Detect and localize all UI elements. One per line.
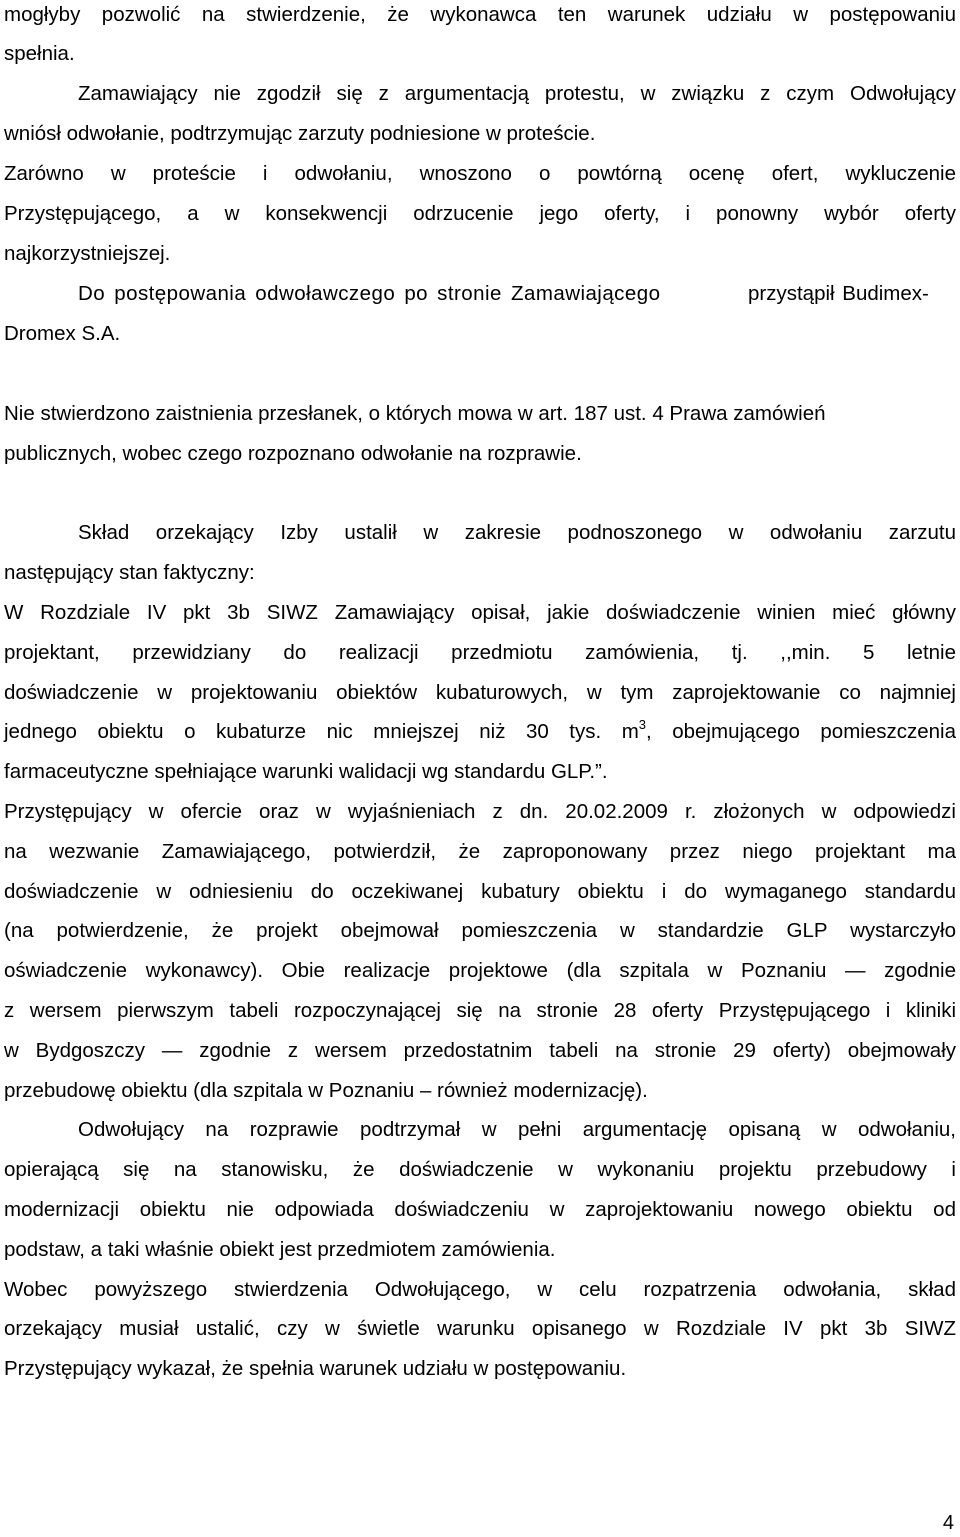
text-line: Zamawiający nie zgodził się z argumentacją protestu, w związku z czym Odwołujący xyxy=(78,82,956,105)
text-line: Odwołujący na rozprawie podtrzymał w pełni argumentację opisaną w odwołaniu, xyxy=(78,1118,956,1141)
text-line: na wezwanie Zamawiającego, potwierdził, że zaproponowany przez niego projektant ma xyxy=(4,840,956,863)
text-line: w Bydgoszczy — zgodnie z wersem przedostatnim tabeli na stronie 29 oferty) obejmowały xyxy=(4,1039,956,1062)
text-line: W Rozdziale IV pkt 3b SIWZ Zamawiający opisał, jakie doświadczenie winien mieć główny xyxy=(4,601,956,624)
superscript: 3 xyxy=(638,717,647,732)
text-line: przebudowę obiektu (dla szpitala w Poznaniu – również modernizację). xyxy=(4,1079,648,1102)
text-line: z wersem pierwszym tabeli rozpoczynającej się na stronie 28 oferty Przystępującego i kliniki xyxy=(4,999,956,1022)
text-line: projektant, przewidziany do realizacji przedmiotu zamówienia, tj. ,,min. 5 letnie xyxy=(4,641,956,664)
text-line: mogłyby pozwolić na stwierdzenie, że wykonawca ten warunek udziału w postępowaniu xyxy=(4,3,956,26)
text-segment: Do postępowania odwoławczego po stronie Zamawiającego xyxy=(78,282,661,305)
text-line: Wobec powyższego stwierdzenia Odwołującego, w celu rozpatrzenia odwołania, skład xyxy=(4,1278,956,1301)
text-part: , obejmującego pomieszczenia xyxy=(646,720,956,743)
text-line xyxy=(4,719,956,759)
text-segment xyxy=(4,717,956,743)
text-line: wniósł odwołanie, podtrzymując zarzuty podniesione w proteście. xyxy=(4,122,596,145)
text-line: opierającą się na stanowisku, że doświadczenie w wykonaniu projektu przebudowy i xyxy=(4,1158,956,1181)
text-line: oświadczenie wykonawcy). Obie realizacje projektowe (dla szpitala w Poznaniu — zgodnie xyxy=(4,959,956,982)
text-line: Przystępujący wykazał, że spełnia warunek udziału w postępowaniu. xyxy=(4,1357,627,1380)
text-line: publicznych, wobec czego rozpoznano odwołanie na rozprawie. xyxy=(4,442,582,465)
text-line: doświadczenie w odniesieniu do oczekiwanej kubatury obiektu i do wymaganego standardu xyxy=(4,880,956,903)
text-line: doświadczenie w projektowaniu obiektów kubaturowych, w tym zaprojektowanie co najmniej xyxy=(4,681,956,704)
text-line: Zarówno w proteście i odwołaniu, wnoszono o powtórną ocenę ofert, wykluczenie xyxy=(4,162,956,185)
text-line: Skład orzekający Izby ustalił w zakresie podnoszonego w odwołaniu zarzutu xyxy=(78,521,956,544)
text-line: Nie stwierdzono zaistnienia przesłanek, o których mowa w art. 187 ust. 4 Prawa zamówień xyxy=(4,402,826,425)
text-line: (na potwierdzenie, że projekt obejmował pomieszczenia w standardzie GLP wystarczyło xyxy=(4,919,956,942)
text-line: farmaceutyczne spełniające warunki walidacji wg standardu GLP.”. xyxy=(4,760,608,783)
text-segment: przystąpił Budimex- xyxy=(748,282,929,305)
text-line: podstaw, a taki właśnie obiekt jest przedmiotem zamówienia. xyxy=(4,1238,556,1261)
text-line xyxy=(78,281,956,321)
text-line: następujący stan faktyczny: xyxy=(4,561,255,584)
text-line: orzekający musiał ustalić, czy w świetle warunku opisanego w Rozdziale IV pkt 3b SIWZ xyxy=(4,1317,956,1340)
text-line: Dromex S.A. xyxy=(4,322,121,345)
text-part: jednego obiektu o kubaturze nic mniejszej niż 30 tys. m xyxy=(4,720,639,743)
text-line: Przystępującego, a w konsekwencji odrzucenie jego oferty, i ponowny wybór oferty xyxy=(4,202,956,225)
text-line: najkorzystniejszej. xyxy=(4,242,171,265)
text-line: spełnia. xyxy=(4,42,75,65)
text-line: modernizacji obiektu nie odpowiada doświadczeniu w zaprojektowaniu nowego obiektu od xyxy=(4,1198,956,1221)
text-line: Przystępujący w ofercie oraz w wyjaśnieniach z dn. 20.02.2009 r. złożonych w odpowiedzi xyxy=(4,800,956,823)
page-number: 4 xyxy=(942,1512,954,1534)
